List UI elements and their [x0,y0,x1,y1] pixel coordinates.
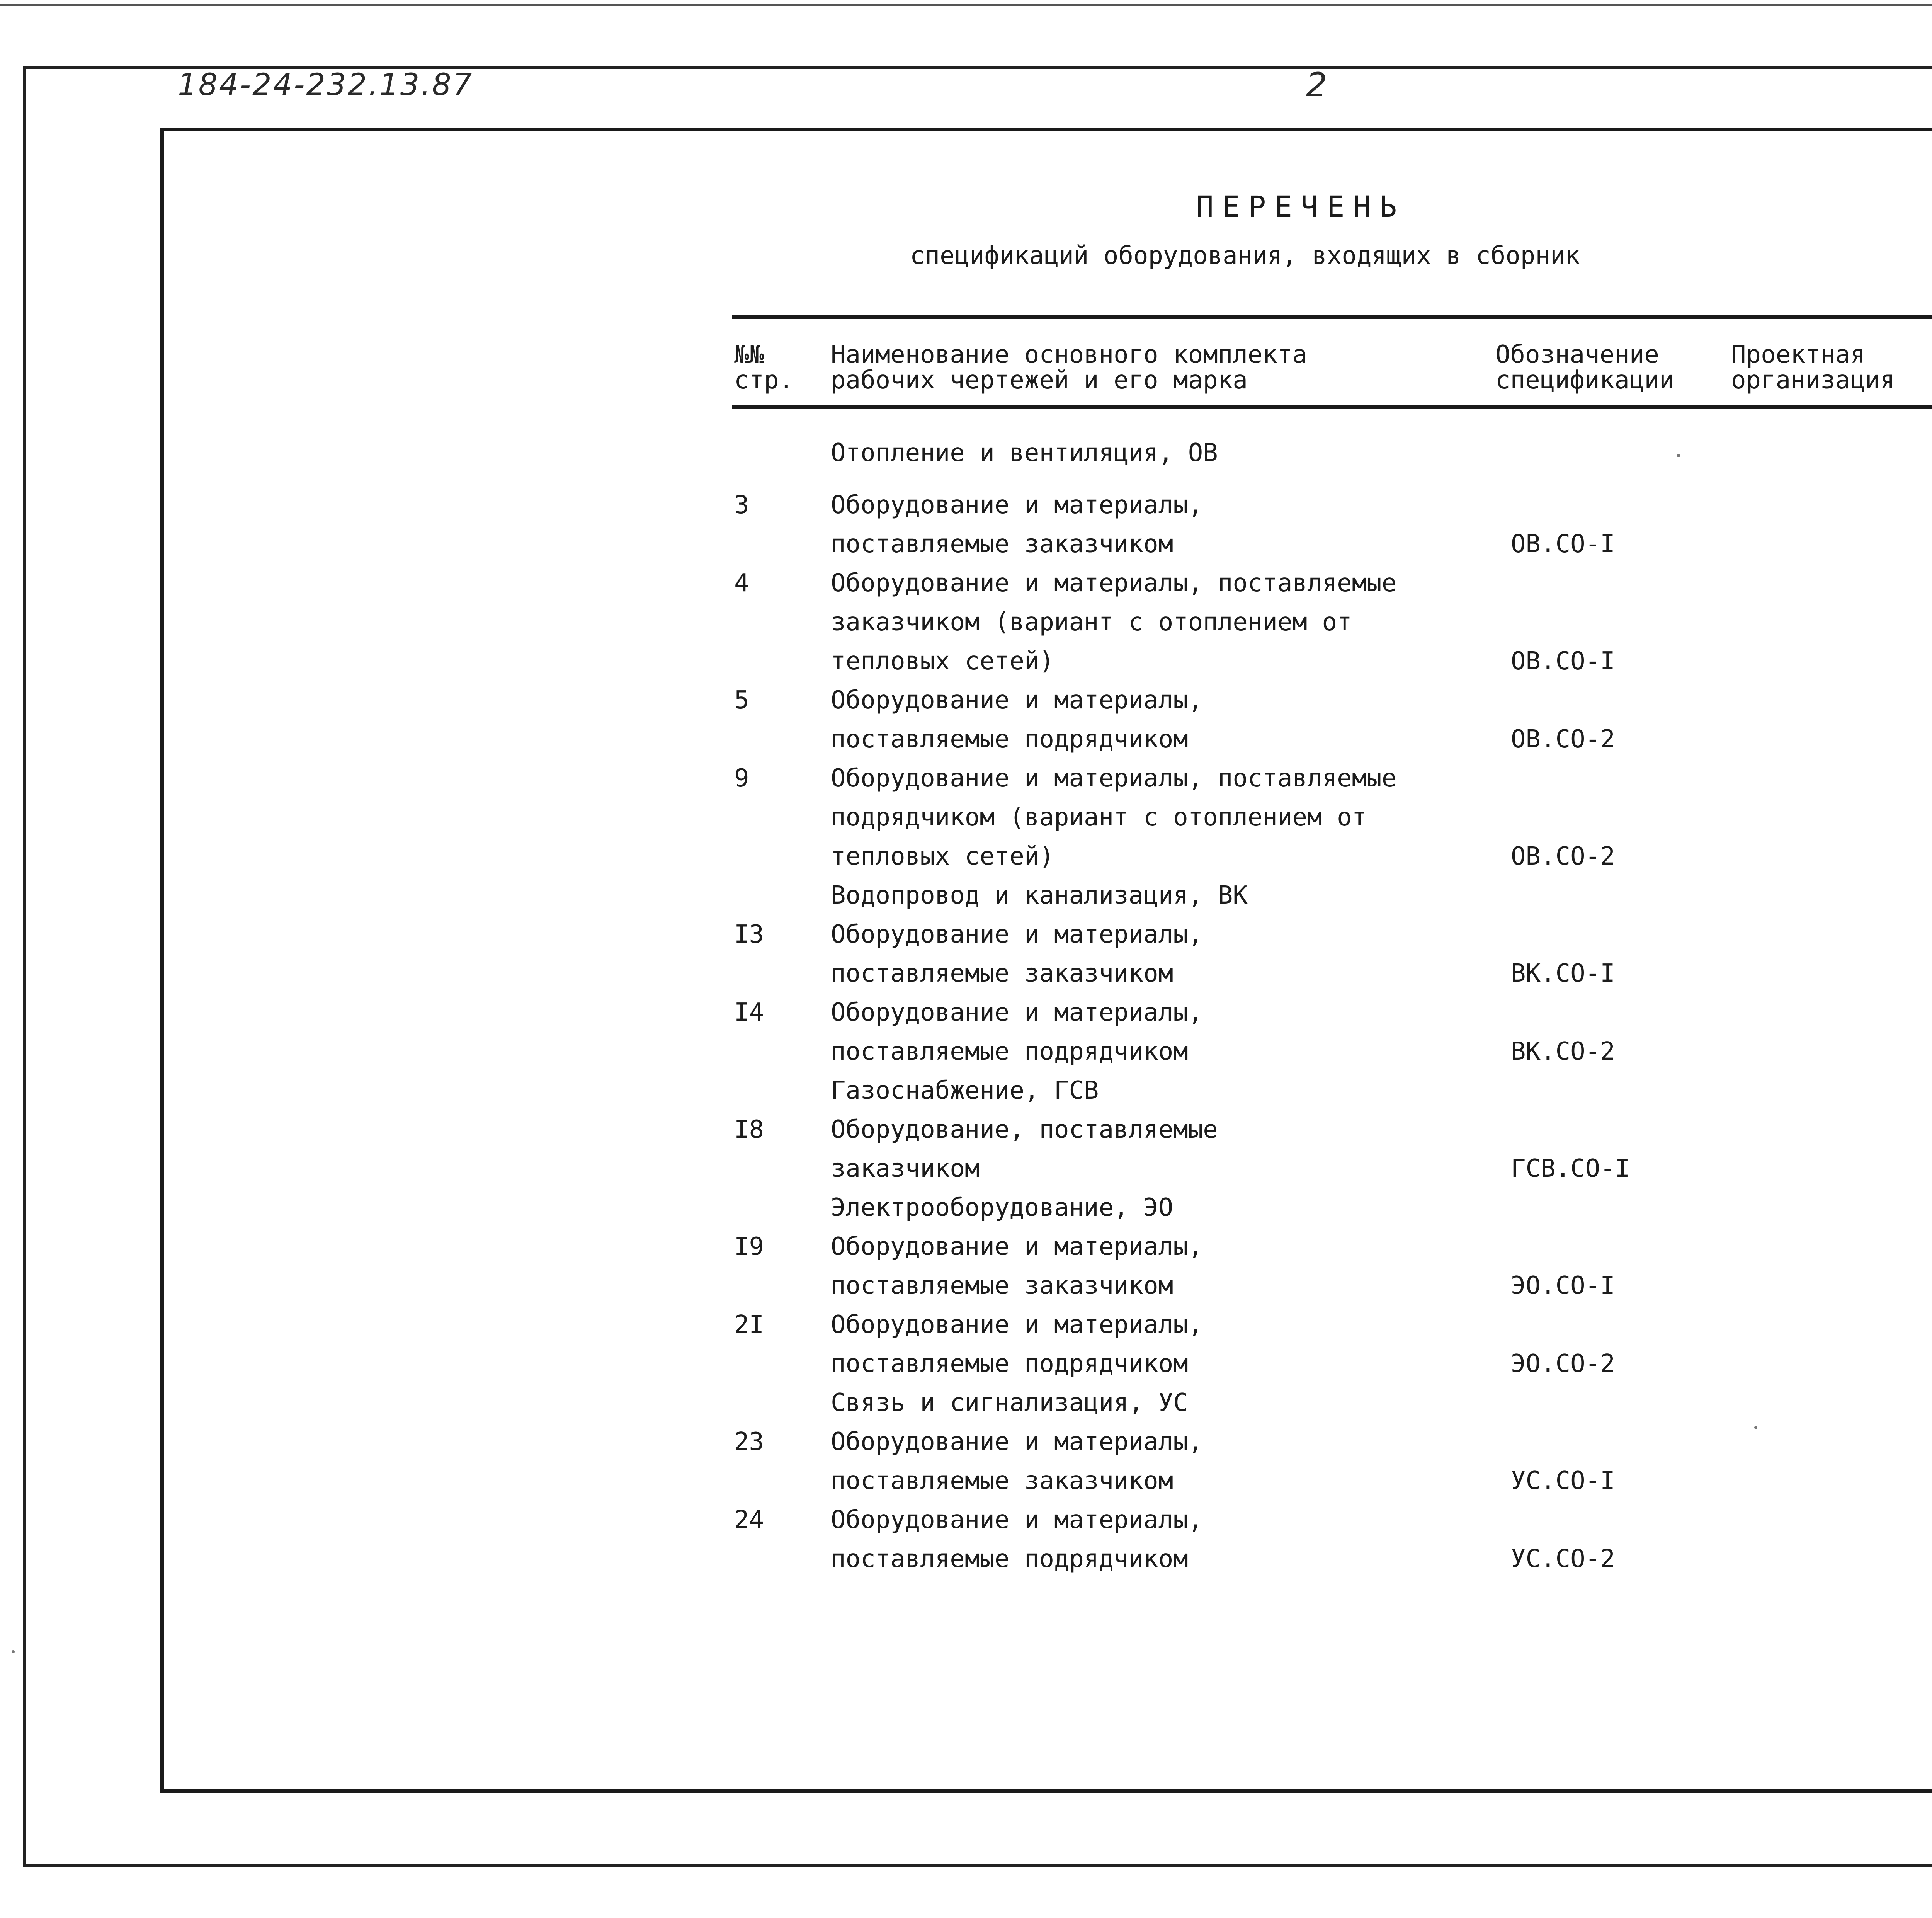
row-name: Оборудование и материалы, [831,1506,1203,1534]
page-subtitle: спецификаций оборудования, входящих в сборник [910,242,1580,270]
row-spec-code: УС.СО-I [1511,1467,1615,1495]
document-code: 184-24-232.13.87 [178,68,474,102]
row-name: поставляемые заказчиком [831,1271,1173,1300]
row-name: Водопровод и канализация, ВК [831,881,1248,910]
row-name: Оборудование и материалы, поставляемые [831,764,1397,793]
row-page-number: I3 [734,920,764,949]
row-spec-code: ОВ.СО-2 [1511,725,1615,754]
column-header-number: №№ стр. [734,340,794,395]
column-header-organization: Проектная организация [1731,340,1895,395]
row-page-number: I9 [734,1232,764,1261]
row-name: Оборудование и материалы, [831,686,1203,715]
row-name: тепловых сетей) [831,647,1054,676]
table-top-rule [732,315,1932,319]
row-page-number: 23 [734,1428,764,1456]
row-name: Оборудование и материалы, поставляемые [831,569,1397,597]
scan-speck [12,1650,15,1653]
row-name: Оборудование и материалы, [831,491,1203,519]
row-name: подрядчиком (вариант с отоплением от [831,803,1367,832]
row-page-number: 3 [734,491,749,519]
row-page-number: 5 [734,686,749,715]
row-page-number: 9 [734,764,749,793]
page-title: ПЕРЕЧЕНЬ [1196,189,1406,224]
row-name: Оборудование и материалы, [831,1428,1203,1456]
row-name: поставляемые заказчиком [831,959,1173,988]
column-header-name: Наименование основного комплекта рабочих чертежей и его марка [831,340,1307,395]
row-name: поставляемые заказчиком [831,1467,1173,1495]
row-spec-code: ГСВ.СО-I [1511,1154,1630,1183]
row-spec-code: ОВ.СО-I [1511,530,1615,558]
row-spec-code: ЭО.СО-2 [1511,1350,1615,1378]
row-name: Оборудование, поставляемые [831,1115,1218,1144]
row-name: поставляемые подрядчиком [831,1545,1188,1573]
row-name: заказчиком (вариант с отоплением от [831,608,1352,636]
table-header-rule [732,405,1932,409]
sheet-top-line [0,4,1932,6]
row-spec-code: УС.СО-2 [1511,1545,1615,1573]
row-name: поставляемые заказчиком [831,530,1173,558]
row-name: Оборудование и материалы, [831,1310,1203,1339]
row-spec-code: ЭО.СО-I [1511,1271,1615,1300]
row-name: поставляемые подрядчиком [831,725,1188,754]
scan-speck [1754,1426,1757,1429]
row-page-number: 4 [734,569,749,597]
row-spec-code: ВК.СО-2 [1511,1037,1615,1066]
row-name: Газоснабжение, ГСВ [831,1076,1099,1105]
row-name: Связь и сигнализация, УС [831,1389,1188,1417]
row-page-number: I4 [734,998,764,1027]
row-name: Электрооборудование, ЭО [831,1193,1173,1222]
row-spec-code: ВК.СО-I [1511,959,1615,988]
row-name: Оборудование и материалы, [831,998,1203,1027]
row-spec-code: ОВ.СО-2 [1511,842,1615,871]
row-page-number: 24 [734,1506,764,1534]
row-name: тепловых сетей) [831,842,1054,871]
row-name: Оборудование и материалы, [831,1232,1203,1261]
row-spec-code: ОВ.СО-I [1511,647,1615,676]
row-page-number: I8 [734,1115,764,1144]
row-name: Оборудование и материалы, [831,920,1203,949]
row-name: заказчиком [831,1154,980,1183]
column-header-spec: Обозначение спецификации [1495,340,1674,395]
row-name: Отопление и вентиляция, ОВ [831,439,1218,467]
page-number: 2 [1306,66,1327,104]
row-page-number: 2I [734,1310,764,1339]
scan-speck [1677,454,1680,457]
row-name: поставляемые подрядчиком [831,1037,1188,1066]
row-name: поставляемые подрядчиком [831,1350,1188,1378]
